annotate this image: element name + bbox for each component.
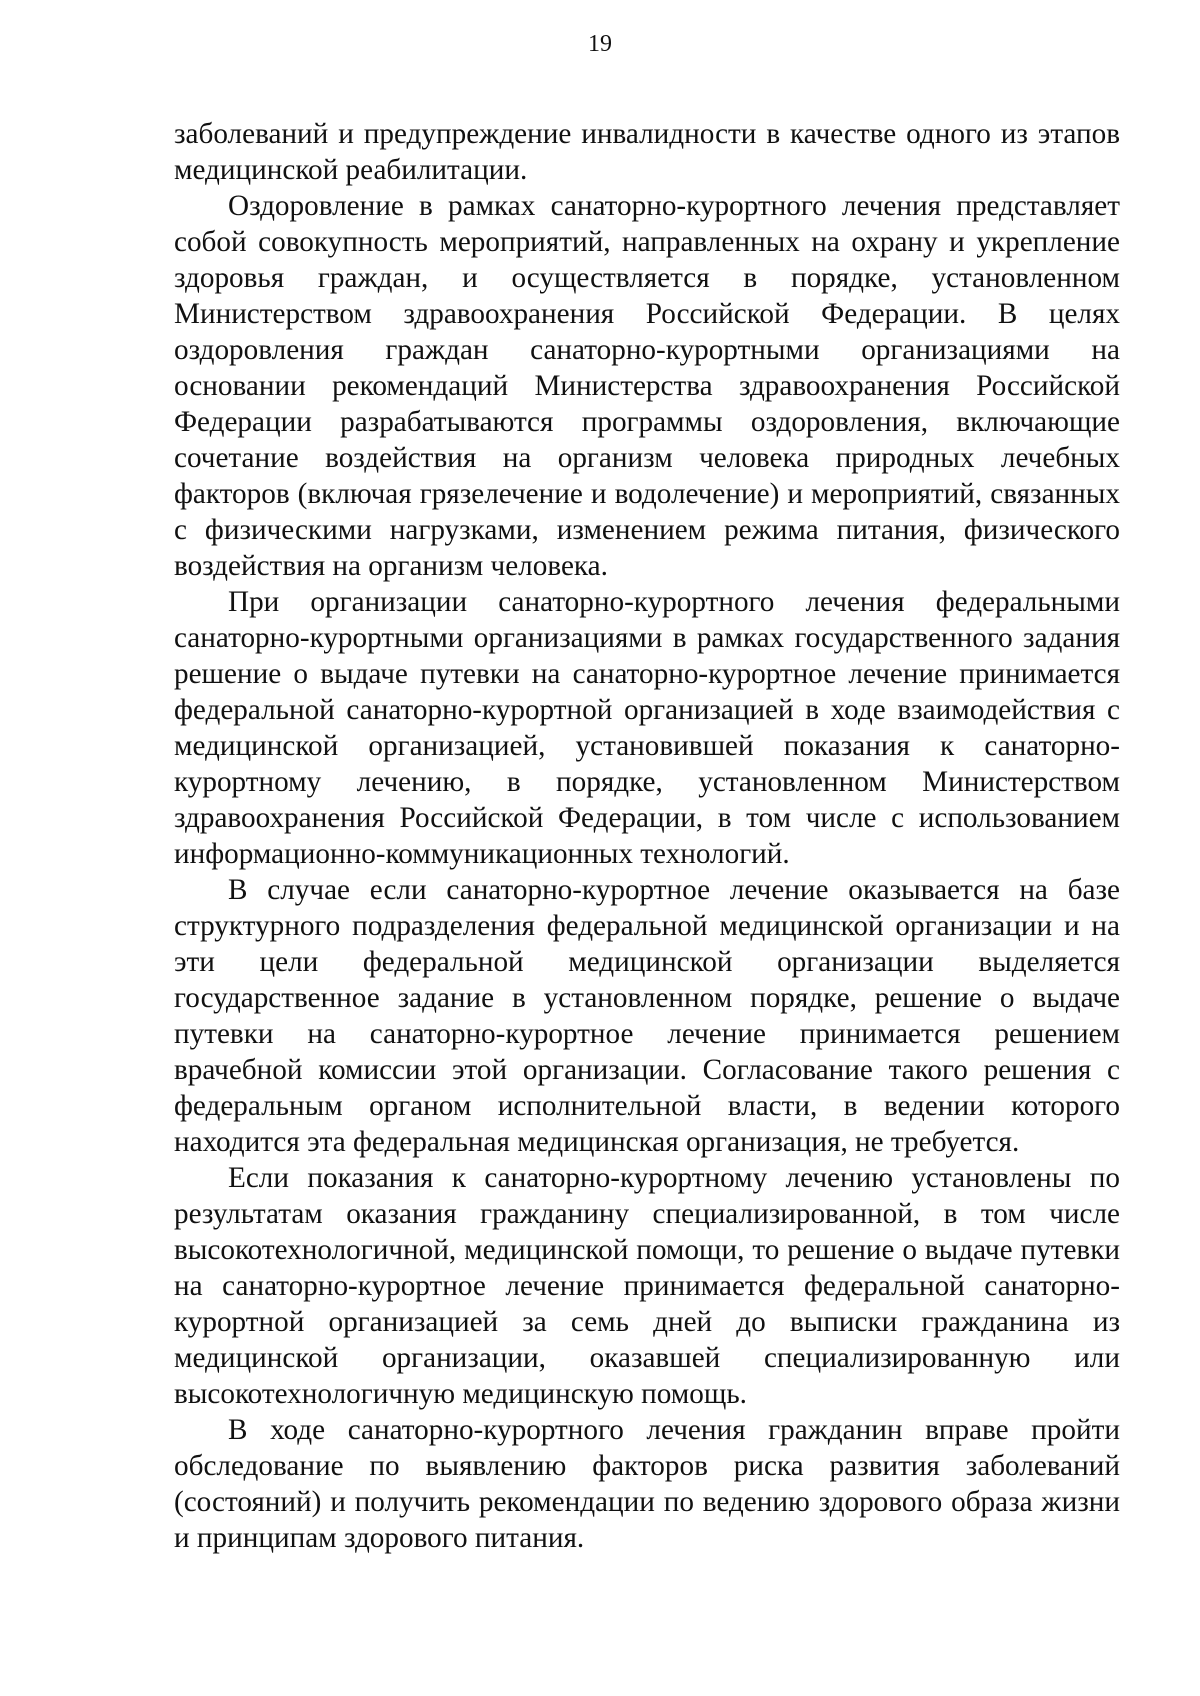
page-number: 19 (588, 31, 612, 57)
paragraph-structural-division: В случае если санаторно-курортное лечение оказывается на базе структурного подразделения федеральной медицинской организации и на эти цели федеральной медицинской организации выделяется государственное задание в установленном порядке, решение о выдаче путевки на санаторно-курортное лечение принимается решением врачебной комиссии этой организации. Согласование такого решения с федеральным органом исполнительной власти, в ведении которого находится эта федеральная медицинская организация, не требуется. (174, 874, 1120, 1158)
paragraph-continuation: заболеваний и предупреждение инвалидности в качестве одного из этапов медицинской реабилитации. (174, 118, 1120, 186)
document-body (174, 116, 1120, 1556)
paragraph-federal-organizations: При организации санаторно-курортного лечения федеральными санаторно-курортными организациями в рамках государственного задания решение о выдаче путевки на санаторно-курортное лечение принимается федеральной санаторно-курортной организацией в ходе взаимодействия с медицинской организацией, установившей показания к санаторно-курортному лечению, в порядке, установленном Министерством здравоохранения Российской Федерации, в том числе с использованием информационно-коммуникационных технологий. (174, 586, 1120, 870)
paragraph-risk-screening: В ходе санаторно-курортного лечения гражданин вправе пройти обследование по выявлению факторов риска развития заболеваний (состояний) и получить рекомендации по ведению здорового образа жизни и принципам здорового питания. (174, 1414, 1120, 1554)
paragraph-specialized-care: Если показания к санаторно-курортному лечению установлены по результатам оказания гражданину специализированной, в том числе высокотехнологичной, медицинской помощи, то решение о выдаче путевки на санаторно-курортное лечение принимается федеральной санаторно-курортной организацией за семь дней до выписки гражданина из медицинской организации, оказавшей специализированную или высокотехнологичную медицинскую помощь. (174, 1162, 1120, 1410)
paragraph-health-improvement: Оздоровление в рамках санаторно-курортного лечения представляет собой совокупность мероприятий, направленных на охрану и укрепление здоровья граждан, и осуществляется в порядке, установленном Министерством здравоохранения Российской Федерации. В целях оздоровления граждан санаторно-курортными организациями на основании рекомендаций Министерства здравоохранения Российской Федерации разрабатываются программы оздоровления, включающие сочетание воздействия на организм человека природных лечебных факторов (включая грязелечение и водолечение) и мероприятий, связанных с физическими нагрузками, изменением режима питания, физического воздействия на организм человека. (174, 190, 1120, 582)
